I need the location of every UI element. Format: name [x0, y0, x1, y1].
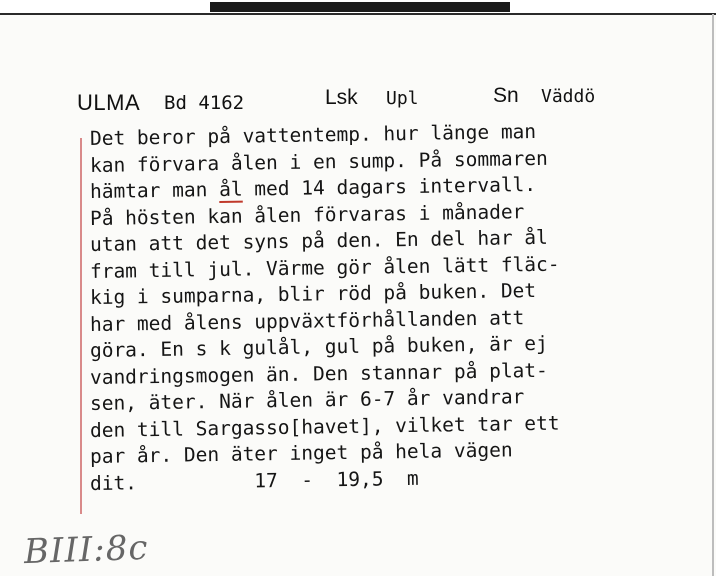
- body-line-12: den till Sargasso[havet], vilket tar ett: [89, 411, 560, 442]
- card-body-text: [89, 119, 650, 497]
- card-header: [0, 80, 716, 120]
- body-line-14: dit. 17 - 19,5 m: [89, 466, 419, 495]
- body-line-2: kan förvara ålen i en sump. På sommaren: [89, 146, 548, 177]
- reference-number: Bd 4162: [164, 92, 245, 114]
- province-value: Upl: [386, 88, 419, 109]
- parish-value: Väddö: [541, 86, 596, 107]
- scan-top-strip: [210, 2, 510, 12]
- handwritten-signature: BIII:8c: [23, 527, 150, 573]
- body-line-10: vandringsmogen än. Den stannar på plat-: [89, 358, 548, 389]
- body-line-3-start: hämtar man: [89, 177, 220, 203]
- margin-rule: [80, 138, 82, 514]
- body-line-5: utan att det syns på den. En del har ål: [89, 225, 548, 256]
- body-line-3-end: med 14 dagars intervall.: [242, 172, 537, 201]
- body-line-7: kig i sumparna, blir röd på buken. Det: [89, 278, 537, 309]
- province-label: Lsk: [325, 86, 358, 109]
- body-line-4: På hösten kan ålen förvaras i månader: [89, 199, 525, 230]
- archive-code: ULMA: [77, 90, 141, 115]
- body-line-1: Det beror på vattentemp. hur länge man: [89, 119, 537, 150]
- body-line-6: fram till jul. Värme gör ålen lätt fläc-: [89, 252, 560, 283]
- body-line-9: göra. En s k gulål, gul på buken, är ej: [89, 331, 548, 362]
- underlined-word: ål: [218, 177, 243, 201]
- card-top-border: [0, 13, 716, 15]
- body-line-11: sen, äter. När ålen är 6-7 år vandrar: [89, 385, 525, 415]
- parish-label: Sn: [493, 84, 519, 107]
- body-line-8: har med ålens uppväxtförhållanden att: [89, 305, 525, 336]
- body-line-13: par år. Den äter inget på hela vägen: [89, 438, 513, 468]
